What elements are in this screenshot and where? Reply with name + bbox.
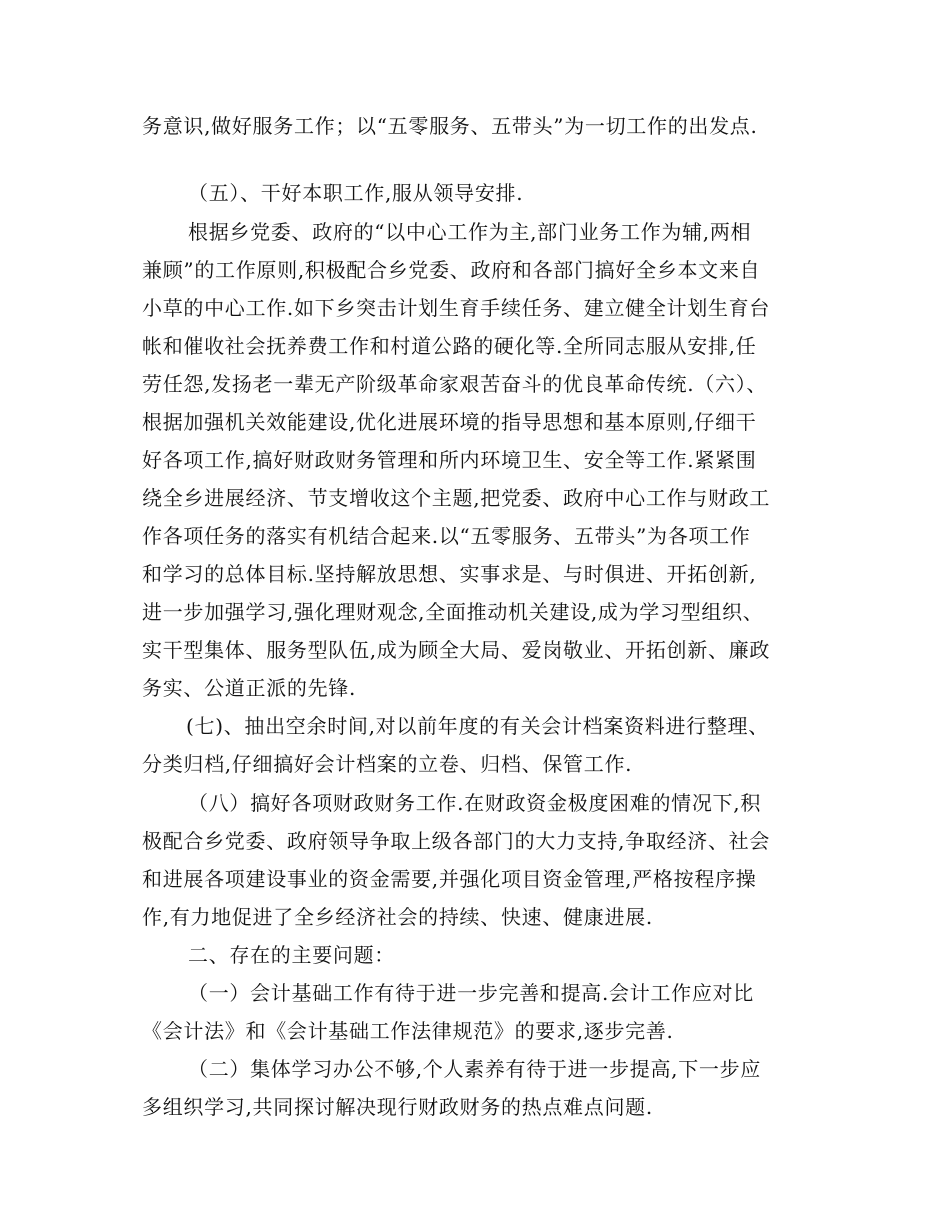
text-line: （二）集体学习办公不够,个人素养有待于进一步提高,下一步应 [188,1057,762,1081]
text-line: 好各项工作,搞好财政财务管理和所内环境卫生、安全等工作.紧紧围 [142,448,757,472]
text-line: 作各项任务的落实有机结合起来.以“五零服务、五带头”为各项工作 [142,524,751,548]
text-line: 进一步加强学习,强化理财观念,全面推动机关建设,成为学习型组织、 [142,600,764,624]
text-line: 和学习的总体目标.坚持解放思想、实事求是、与时俱进、开拓创新, [142,562,757,586]
text-line: （八）搞好各项财政财务工作.在财政资金极度困难的情况下,积 [188,791,762,815]
text-line: （一）会计基础工作有待于进一步完善和提高.会计工作应对比 [188,981,754,1005]
text-line: 务实、公道正派的先锋. [142,676,357,700]
text-line: 《会计法》和《会计基础工作法律规范》的要求,逐步完善. [142,1019,674,1043]
text-line: 劳任怨,发扬老一辈无产阶级革命家艰苦奋斗的优良革命传统.（六）、 [142,372,768,396]
text-line: 多组织学习,共同探讨解决现行财政财务的热点难点问题. [142,1095,653,1119]
text-line: 小草的中心工作.如下乡突击计划生育手续任务、建立健全计划生育台 [142,296,771,320]
text-line: 帐和催收社会抚养费工作和村道公路的硬化等.全所同志服从安排,任 [142,334,757,358]
text-line: 和进展各项建设事业的资金需要,并强化项目资金管理,严格按程序操 [142,867,757,891]
text-line: 根据乡党委、政府的“以中心工作为主,部门业务工作为辅,两相 [188,220,752,244]
text-line: 务意识,做好服务工作；以“五零服务、五带头”为一切工作的出发点. [142,114,758,138]
text-line: 兼顾”的工作原则,积极配合乡党委、政府和各部门搞好全乡本文来自 [142,258,761,282]
section-heading: （五）、干好本职工作,服从领导安排. [188,181,524,205]
text-line: 作,有力地促进了全乡经济社会的持续、快速、健康进展. [142,905,653,929]
text-line: 分类归档,仔细搞好会计档案的立卷、归档、保管工作. [142,752,633,776]
text-line: 极配合乡党委、政府领导争取上级各部门的大力支持,争取经济、社会 [142,829,771,853]
text-line: 实干型集体、服务型队伍,成为顾全大局、爱岗敬业、开拓创新、廉政 [142,638,771,662]
text-line: 绕全乡进展经济、节支增收这个主题,把党委、政府中心工作与财政工 [142,486,771,510]
text-line: (七)、抽出空余时间,对以前年度的有关会计档案资料进行整理、 [186,714,769,738]
text-line: 根据加强机关效能建设,优化进展环境的指导思想和基本原则,仔细干 [142,410,757,434]
section-heading: 二、存在的主要问题： [188,943,395,967]
